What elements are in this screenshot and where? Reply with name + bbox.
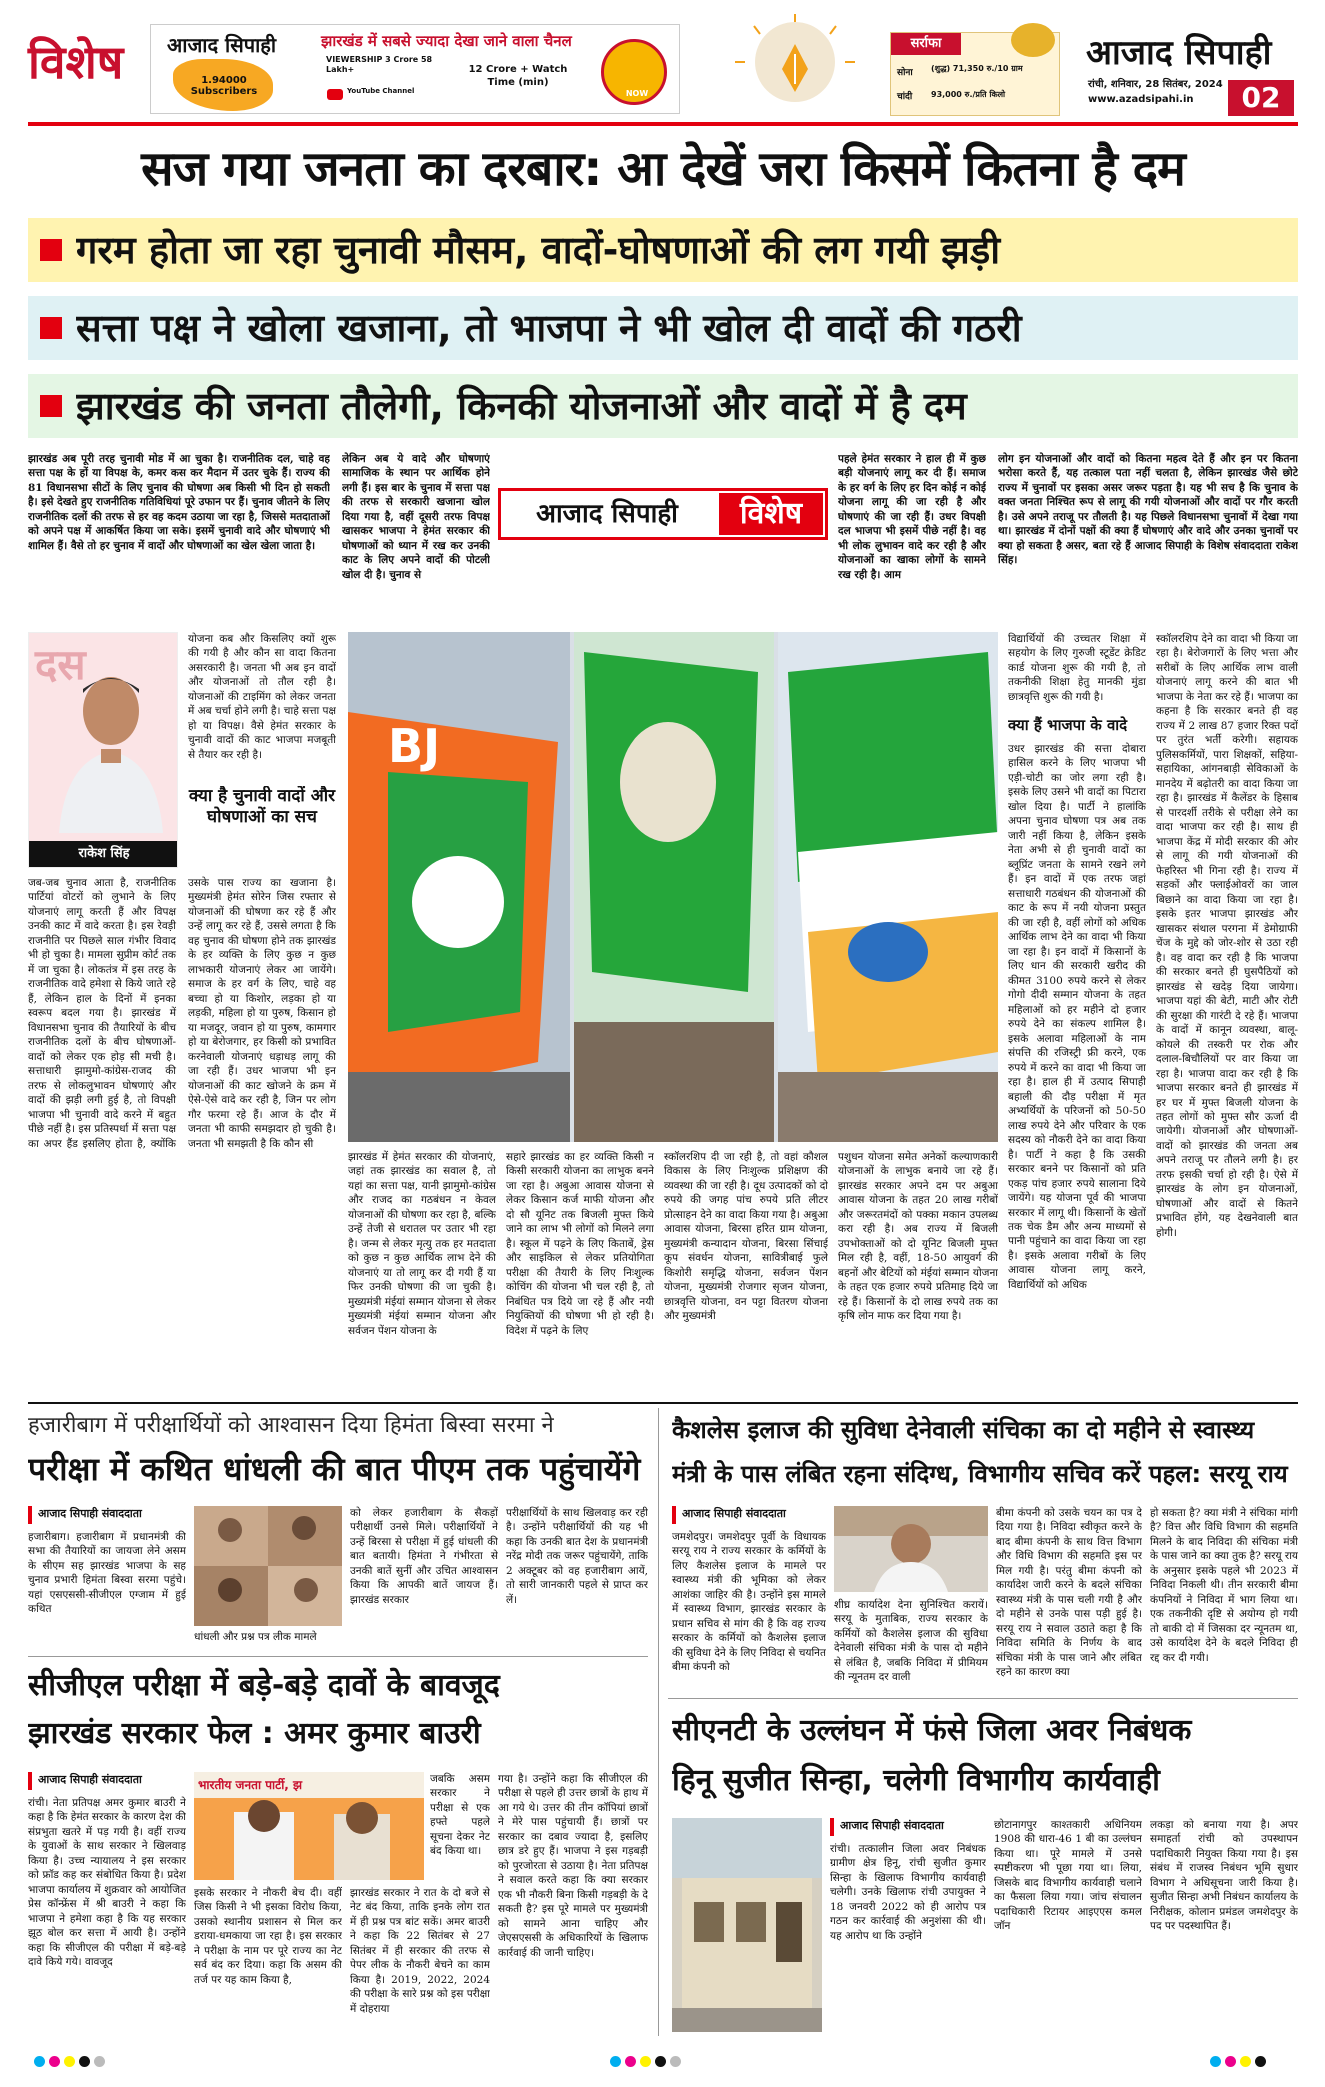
registry-office-photo — [672, 1818, 822, 2032]
ad-viewership: VIEWERSHIP 3 Crore 58 Lakh+ — [326, 55, 433, 75]
special-badge — [498, 488, 828, 540]
cgl-photo — [194, 1772, 424, 1880]
badge-section: विशेष — [719, 493, 823, 535]
reporter-caption: राकेश सिंह — [29, 841, 178, 867]
subheadline-2: सत्ता पक्ष ने खोला खजाना, तो भाजपा ने भी खोल दी वादों की गठरी — [76, 306, 1022, 350]
youtube-icon — [327, 89, 343, 100]
ad-tagline: झारखंड में सबसे ज्यादा देखा जाने वाला चैनल — [321, 32, 572, 50]
health-headline-line-1: कैशलेस इलाज की सुविधा देनेवाली संचिका का दो महीने से स्वास्थ्य — [672, 1416, 1255, 1444]
exam-headline: परीक्षा में कथित धांधली की बात पीएम तक पहुंचायेंगे — [28, 1450, 641, 1488]
sarafa-silver-label: चांदी — [897, 92, 913, 102]
subheadline-1: गरम होता जा रहा चुनावी मौसम, वादों-घोषणाओं की लग गयी झड़ी — [76, 228, 1001, 272]
cgl-col-2a: जबकि असम सरकार ने परीक्षा से एक हफ्ते पहले सूचना देकर नेट बंद किया था। — [430, 1773, 490, 1858]
col7-body-text: स्कॉलरशिप देने का वादा भी किया जा रहा है। बेरोजगारों के लिए भत्ता और सरीबों के लिए आर्थिक लाभ वाली योजनाएं लागू करने की बात भी भाजपा के नेता कर रहे हैं। भाजपा का कहना है कि सरकार बनते ही वह राज्य में 2 लाख 87 हजार रिक्त पदों पर तुरंत भर्ती करेगी। सहायक पुलिसकर्मियों, पारा शिक्षकों, सहिया-सहायिका, आंगनबाड़ी सेविकाओं के मानदेय में बढ़ोतरी का वादा किया जा रहा है। झारखंड में कैलेंडर के हिसाब से पारदर्शी तरीके से परीक्षा लेने का वादा भाजपा कर रही है। साथ ही भाजपा केंद्र में मोदी सरकार की ओर से लागू की गयी योजनाओं की फेहरिस्त भी गिना रही है। राज्य में सड़कों और फ्लाईओवरों का जाल बिछाने का वादा किया जा रहा है। इसके इतर भाजपा झारखंड और खासकर संथाल परगना में डेमोग्राफी चेंज के मुद्दे को जोर-शोर से उठा रही है। वह वादा कर रही है कि भाजपा की सरकार बनते ही घुसपैठियों को झारखंड से खदेड़ दिया जायेगा। भाजपा यहां की बेटी, माटी और रोटी की सुरक्षा की गारंटी दे रहे हैं। भाजपा के वादों में कानून व्यवस्था, बालू-कोयले की तस्करी पर रोक और दलाल-बिचौलियों पर वार किया जा रहा है। भाजपा वादा कर रही है कि भाजपा सरकार बनते ही झारखंड में हर घर में मुफ्त बिजली योजना के तहत लोगों को मुफ्त सौर ऊर्जा दी जायेगी। योजनाओं और घोषणाओं-वादों को झारखंड की जनता अब अपने तराजू पर तौलने लगी है। हर तरफ इसकी चर्चा हो रही है। ऐसे में झारखंड के लोग इन योजनाओं, घोषणाओं और वादों से कितने प्रभावित होंगे, यह देखनेवाली बात होगी। — [1156, 633, 1298, 1239]
cnt-col-1: रांची। तत्कालीन जिला अवर निबंधक ग्रामीण क्षेत्र हिनू, रांची सुजीत कुमार सिन्हा के खिलाफ विभागीय कार्यवाही चलेगी। उनके खिलाफ रांची उपायुक्त ने 18 जनवरी 2022 को ही आरोप पत्र गठन कर कार्रवाई की अनुशंसा की थी। यह आरोप था कि उन्होंने — [830, 1843, 986, 1942]
intro-col-3: पहले हेमंत सरकार ने हाल ही में कुछ बड़ी योजनाएं लागू कर दी हैं। समाज के हर वर्ग के लिए हर दिन कोई न कोई योजना लागू की जा रही है और घोषणाएं की जा रही हैं। उधर विपक्षी दल भाजपा भी इसमें पीछे नहीं है। वह भी लोक लुभावन वादे कर रही है और योजनाओं का खाका लोगों के सामने रख रही है। आम — [838, 453, 986, 581]
health-col-3: बीमा कंपनी को उसके चयन का पत्र दे दिया गया है। निविदा स्वीकृत करने के बाद बीमा कंपनी के साथ वित्त विभाग और विधि विभाग की सहमति इस पर मिल गयी है। परंतु बीमा कंपनी को कार्यादेश जारी करने के बदले संचिका स्वास्थ्य मंत्री के पास चली गयी है और दो महीने से उनके पास पड़ी हुई है। सरयू राय ने सवाल उठाते कहा है कि निविदा समिति के निर्णय के बाद संचिका मंत्री के पास जाने और लंबित रहने का कारण क्या — [996, 1507, 1142, 1679]
cgl-byline: आजाद सिपाही संवाददाता — [28, 1772, 188, 1790]
subheadline-row-1 — [28, 218, 1298, 282]
exam-col-2: को लेकर हजारीबाग के सैकड़ों परीक्षार्थी उनसे मिले। परीक्षार्थियों ने उन्हें बिरसा से परीक्षा में हुई धांधली की बात बतायी। हिमंता ने गंभीरता से उनकी बातें सुनीं और उचित आश्वासन किया कि आपकी बातें जायज हैं। झारखंड सरकार — [350, 1507, 498, 1606]
channel-ad — [150, 24, 680, 114]
intro-col-1: झारखंड अब पूरी तरह चुनावी मोड में आ चुका है। राजनीतिक दल, चाहे वह सत्ता पक्ष के हों या विपक्ष के, कमर कस कर मैदान में उतर चुके हैं। राज्य की 81 विधानसभा सीटों के लिए चुनाव की घोषणा अब किसी भी दिन हो सकती है। इसे देखते हुए राजनीतिक गतिविधियां पूरे उफान पर हैं। चुनाव जीतने के लिए राजनीतिक दलों की तरफ से हर वह कदम उठाया जा रहा है, जिससे मतदाताओं को अपने पक्ष में आकर्षित किया जा सके। इसमें चुनावी वादे और घोषणाएं भी शामिल हैं। वैसे तो हर चुनाव में वादों और घोषणाओं का खेल खेला जाता है। — [28, 453, 330, 552]
cnt-headline-line-1: सीएनटी के उल्लंघन में फंसे जिला अवर निबंधक — [672, 1713, 1192, 1748]
col6-body-text: उधर झारखंड की सत्ता दोबारा हासिल करने के लिए भाजपा भी एड़ी-चोटी का जोर लगा रही है। इसके लिए उसने भी वादों का पिटारा खोल दिया है। पार्टी ने हालांकि अपना चुनाव घोषणा पत्र अब तक जारी नहीं किया है, लेकिन इसके नेता अभी से ही चुनावी वादों का ब्लूप्रिंट जनता के सामने रखने लगे हैं। इन वादों में एक तरफ जहां सत्ताधारी गठबंधन की योजनाओं की काट के रूप में नयी योजना प्रस्तुत की जा रही है, वहीं लोगों को अधिक आर्थिक लाभ देने का वादा भी किया जा रहा है। इन वादों में किसानों के लिए धान की सरकारी खरीद की कीमत 3100 रुपये करने से लेकर गोगो दीदी सम्मान योजना के तहत महिलाओं को हर महीने दो हजार रुपये देने का संकल्प शामिल है। इसके अलावा महिलाओं के नाम संपत्ति की रजिस्ट्री फ्री करने, एक रुपये में करने का वादा भी किया जा रहा है। हाल ही में उत्पाद सिपाही बहाली की दौड़ परीक्षा में मृत अभ्यर्थियों के परिजनों को 50-50 लाख रुपये देने और परिवार के एक सदस्य को नौकरी देने का वादा किया है। पार्टी ने कहा है कि उसकी सरकार बनने पर किसानों को प्रति एकड़ पांच हजार रुपये सालाना दिये जायेंगे। यह योजना पूर्व की भाजपा सरकार में लागू थी। किसानों के खेतों तक चेक डैम और अन्य माध्यमों से पानी पहुंचाने का वादा किया जा रहा है। इसके अलावा गरीबों के लिए आवास योजना लागू करने, विद्यार्थियों को अधिक — [1008, 743, 1146, 1291]
subhead-promises-truth: क्या है चुनावी वादों और घोषणाओं का सच — [188, 786, 336, 828]
exam-photo-caption: धांधली और प्रश्न पत्र लीक मामले — [194, 1631, 317, 1643]
registration-dots-left — [34, 2052, 154, 2066]
gold-coins-icon — [1011, 23, 1055, 57]
subheadline-3: झारखंड की जनता तौलेगी, किनकी योजनाओं और वादों में है दम — [76, 384, 967, 428]
health-headline-line-2: मंत्री के पास लंबित रहना संदिग्ध, विभागीय सचिव करें पहल: सरयू राय — [672, 1460, 1288, 1488]
sarafa-gold-label: सोना — [897, 68, 913, 78]
main-headline: सज गया जनता का दरबार: आ देखें जरा किसमें कितना है दम — [141, 141, 1185, 197]
exam-col-1: हजारीबाग। हजारीबाग में प्रधानमंत्री की सभा की तैयारियों का जायजा लेने असम के सीएम सह झारखंड भाजपा के सह चुनाव प्रभारी हिमंता बिस्वा सरमा पहुंचे। यहां एसएससी-सीजीएल एग्जाम में हुई कथित — [28, 1531, 186, 1616]
reporter-photo — [28, 632, 178, 868]
bullet-square-icon — [40, 317, 62, 339]
svg-text:BJ: BJ — [388, 719, 441, 773]
subheadline-row-3 — [28, 374, 1298, 438]
section-divider — [28, 1402, 1298, 1404]
rally-flags-photo — [348, 632, 998, 1142]
exam-byline: आजाद सिपाही संवाददाता — [28, 1506, 188, 1524]
cnt-col-2: छोटानागपुर काश्तकारी अधिनियम 1908 की धारा-46 1 बी का उल्लंघन किया था। पूरे मामले में उनसे स्पष्टीकरण भी पूछा गया था। लिया, जिसके बाद विभागीय कार्यवाही चलाने का फैसला लिया गया। जांच संचालन पदाधिकारी रिटायर आइएएस कमल जॉन — [994, 1819, 1142, 1933]
masthead-divider — [28, 122, 1298, 126]
health-col-4: हो सकता है? क्या मंत्री ने संचिका मांगी है? वित्त और विधि विभाग की सहमति मिलने के बाद निविदा की संचिका मंत्री के पास जाने का क्या तुक है? सरयू राय के अनुसार इसके पहले भी 2023 में निविदा निकली थी। तीन सरकारी बीमा कंपनियों ने निविदा में भाग लिया था। एक तकनीकी दृष्टि से अयोग्य हो गयी तो बाकी दो में जिसका दर न्यूनतम था, उसे कार्यादेश देने के बदले निविदा ही रद्द कर दी गयी। — [1150, 1507, 1298, 1664]
col1-body-text: जब-जब चुनाव आता है, राजनीतिक पार्टियां वोटरों को लुभाने के लिए योजनाएं लागू करती हैं और विपक्ष उनकी काट में वादे करता है। इस रेवड़ी राजनीति पर पिछले साल गंभीर विवाद भी हो चुका है। मामला सुप्रीम कोर्ट तक में जा चुका है। लोकतंत्र में इस तरह के राजनीतिक वादे हमेशा से किये जाते रहे हैं, लेकिन हाल के दिनों में इनका स्वरूप बदल गया है। झारखंड में विधानसभा चुनाव की तैयारियों के बीच राजनीतिक दलों के बीच घोषणाओं-वादों को लेकर एक होड़ सी मची है। सत्ताधारी झामुमो-कांग्रेस-राजद की तरफ से लोकलुभावन घोषणाएं और वादों की झड़ी लगी हुई है, तो विपक्षी भाजपा भी चुनावी वादे करने में बहुत पीछे नहीं है। इस प्रतिस्पर्धा में सत्ता पक्ष का अपर हैंड इसलिए होता है, क्योंकि उसके पास राज्य का खजाना है। मुख्यमंत्री हेमंत सोरेन जिस रफ्तार से योजनाओं की घोषणा कर रहे हैं और उन्हें लागू कर रहे हैं, उससे लगता है कि वह चुनाव की घोषणा होने तक झारखंड के हर व्यक्ति के लिए कुछ न कुछ लाभकारी योजनाएं लेकर आ जायेंगे। समाज के हर वर्ग के लिए, चाहे वह बच्चा हो या किशोर, लड़का हो या लड़की, महिला हो या पुरुष, किसान हो या मजदूर, जवान हो या पुरुष, कामगार हो या बेरोजगार, हर किसी को प्रभावित करनेवाली योजनाएं धड़ाधड़ लागू की जा रही हैं। उधर भाजपा भी इन योजनाओं की काट खोजने के क्रम में ऐसे-ऐसे वादे कर रही है, जिन पर लोग गौर फरमा रहे हैं। आज के दौर में जनता भी काफी समझदार हो चुकी है। जनता भी समझती है कि कौन सी — [28, 877, 336, 1150]
cgl-col-3: झारखंड सरकार ने रात के दो बजे से नेट बंद किया, ताकि इनके लोग रात में ही प्रश्न पत्र बांट सकें। अमर बाउरी ने कहा कि 22 सितंबर से 27 सितंबर में ही सरकार की तरफ से पेपर लीक के नौकरी बेचने का काम किया है। 2019, 2022, 2024 की परीक्षा के सारे प्रश्न को इस परीक्षा में दोहराया — [350, 1887, 490, 2015]
col2-body-text: झारखंड में हेमंत सरकार की योजनाएं, जहां तक झारखंड का सवाल है, तो यहां का सत्ता पक्ष, यानी झामुमो-कांग्रेस और राजद का गठबंधन न केवल योजनाओं की घोषणा कर रहा है, बल्कि उन्हें तेजी से धरातल पर उतार भी रहा है। जन्म से लेकर मृत्यु तक हर मतदाता को कुछ न कुछ आर्थिक लाभ देने की योजनाएं या तो लागू कर दी गयी हैं या फिर उनकी घोषणा की जा चुकी है। मुख्यमंत्री मंईयां सम्मान योजना से लेकर मुख्यमंत्री मंईयां सम्मान योजना और सर्वजन पेंशन योजना के — [348, 1151, 496, 1337]
page-number: 02 — [1228, 80, 1294, 116]
col3-body-text: सहारे झारखंड का हर व्यक्ति किसी न किसी सरकारी योजना का लाभुक बनने जा रहा है। अबुआ आवास योजना से लेकर किसान कर्ज माफी योजना और दो सौ यूनिट तक बिजली मुफ्त किये जाने का लाभ भी लोगों को मिलने लगा है। स्कूल में पढ़ने के लिए किताबें, ड्रेस और साइकिल से लेकर प्रतियोगिता परीक्षा की तैयारी के लिए निःशुल्क कोचिंग की योजना भी चल रही है, तो निबंधित पत्र दिये जा रहे हैं और नयी नियुक्तियों की घोषणा भी हो रही है। विदेश में पढ़ने के लिए — [506, 1151, 654, 1337]
cgl-col-2: इसके सरकार ने नौकरी बेच दी। वहीं जिस किसी ने भी इसका विरोध किया, उसको स्थानीय प्रशासन से मिल कर डराया-धमकाया जा रहा है। इस सरकार ने परीक्षा के नाम पर पूरे राज्य का नेट सर्व बंद कर दिया। कहा कि असम की तर्ज पर यह काम किया है, — [194, 1887, 342, 1986]
cgl-col-4: गया है। उन्होंने कहा कि सीजीएल की परीक्षा से पहले ही उत्तर छात्रों के हाथ में आ गये थे। उत्तर की तीन कॉपियां छात्रों ने मेरे पास पहुंचायी हैं। छात्रों पर सरकार का दबाव ज्यादा है, इसलिए छात्र डरे हुए हैं। भाजपा ने इस गड़बड़ी को पुरजोरता से उठाया है। नेता प्रतिपक्ष ने सवाल करते कहा कि क्या सरकार एक भी नौकरी बिना किसी गड़बड़ी के दे सकती है? इस पूरे मामले पर मुख्यमंत्री को सामने आना चाहिए और जेएसएससी के अधिकारियों के खिलाफ कार्रवाई की जानी चाहिए। — [498, 1773, 648, 1959]
subheadline-row-2 — [28, 296, 1298, 360]
cgl-col-1: रांची। नेता प्रतिपक्ष अमर कुमार बाउरी ने कहा है कि हेमंत सरकार के कारण देश की संप्रभुता खतरे में पड़ गयी है। वहीं राज्य के युवाओं के साथ सरकार ने खिलवाड़ किया है। उच्च न्यायालय ने इस सरकार को फ्रॉड कह कर संबोधित किया है। प्रदेश भाजपा कार्यालय में शुक्रवार को आयोजित प्रेस कॉन्फ्रेंस में श्री बाउरी ने कहा कि भाजपा ने हमेशा कहा है कि यह सरकार झूठ बोल कर सत्ता में आयी है। उन्होंने कहा कि सीजीएल की परीक्षा में बड़े-बड़े दावे किये गये। वावजूद — [28, 1797, 186, 1969]
cgl-headline-line-1: सीजीएल परीक्षा में बड़े-बड़े दावों के बावजूद — [28, 1668, 500, 1703]
subhead-bjp-promises: क्या हैं भाजपा के वादे — [1008, 716, 1128, 734]
paper-name: आजाद सिपाही — [1086, 33, 1272, 73]
sarafa-gold-value: (शुद्ध) 71,350 रु./10 ग्राम — [931, 64, 1023, 73]
bullet-square-icon — [40, 239, 62, 261]
dateline: रांची, शनिवार, 28 सितंबर, 2024 — [1088, 79, 1223, 90]
cgl-headline-line-2: झारखंड सरकार फेल : अमर कुमार बाउरी — [28, 1716, 481, 1751]
col6-top-text: विद्यार्थियों की उच्चतर शिक्षा में सहयोग के लिए गुरुजी स्टूडेंट क्रेडिट कार्ड योजना शुरू की गयी है, तो तकनीकी शिक्षा हेतु मानकी मुंडा छात्रवृत्ति शुरू की गयी है। — [1008, 633, 1146, 703]
health-col-1: जमशेदपुर। जमशेदपुर पूर्वी के विधायक सरयू राय ने राज्य सरकार के कर्मियों के लिए कैशलेस इलाज के मामले पर स्वास्थ्य मंत्री की भूमिका को लेकर आशंका जाहिर की है। उन्होंने इस मामले में स्वास्थ्य विभाग, झारखंड सरकार के प्रधान सचिव से मांग की है कि वह राज्य सरकार के कर्मियों को कैशलेस इलाज की सुविधा देने के लिए निविदा से चयनित बीमा कंपनी को — [672, 1531, 826, 1674]
col1-top-text: योजना कब और किसलिए क्यों शुरू की गयी है और कौन सा वादा कितना असरकारी है। जनता भी अब इन वादों और योजनाओं तो तौल रही है। योजनाओं की टाइमिंग को लेकर जनता में अब चर्चा होने लगी है। चाहे सत्ता पक्ष हो या विपक्ष। वैसे हेमंत सरकार के चुनावी वादों की काट भाजपा मजबूती से तैयार कर रही है। — [188, 633, 336, 761]
exam-photo — [194, 1506, 342, 1626]
svg-text:दस: दस — [35, 640, 86, 689]
vertical-divider — [658, 1408, 659, 2036]
health-byline: आजाद सिपाही संवाददाता — [672, 1506, 832, 1524]
cnt-headline-line-2: हिनू सुजीत सिन्हा, चलेगी विभागीय कार्यवाही — [672, 1763, 1160, 1798]
cgl-divider — [28, 1656, 648, 1657]
ad-youtube: YouTube Channel — [347, 87, 415, 95]
col4-body-text: स्कॉलरशिप दी जा रही है, तो वहां कौशल विकास के लिए निःशुल्क प्रशिक्षण की व्यवस्था की जा रही है। दूध उत्पादकों को दो रुपये की जगह पांच रुपये प्रति लीटर प्रोत्साहन देने का वादा किया गया है। अबुआ आवास योजना, बिरसा हरित ग्राम योजना, मुख्यमंत्री कन्यादान योजना, बिरसा सिंचाई कूप संवर्धन योजना, सावित्रीबाई फुले किशोरी समृद्धि योजना, सर्वजन पेंशन योजना, मुख्यमंत्री रोजगार सृजन योजना, छात्रवृत्ति योजना, वन पट्टा वितरण योजना और मुख्यमंत्री — [664, 1151, 828, 1323]
badge-paper-name: आजाद सिपाही — [536, 499, 678, 529]
section-label: विशेष — [28, 35, 124, 89]
saryu-roy-photo — [834, 1506, 988, 1592]
pen-nib-emblem-icon — [720, 14, 870, 110]
cnt-col-3: लकड़ा को बनाया गया है। अपर समाहर्ता रांची को उपस्थापन पदाधिकारी नियुक्त किया गया है। इस संबंध में राजस्व निबंधन भूमि सुधार विभाग ने अधिसूचना जारी किया है। सुजीत सिन्हा अभी निबंधन कार्यालय के निरीक्षक, कोलान प्रमंडल जमशेदपुर के पद पर पदस्थापित हैं। — [1150, 1819, 1298, 1933]
sarafa-box — [890, 32, 1060, 116]
col5-body-text: पशुधन योजना समेत अनेकों कल्याणकारी योजनाओं के लाभुक बनाये जा रहे हैं। झारखंड सरकार अपने दम पर अबुआ आवास योजना के तहत 20 लाख गरीबों और जरूरतमंदों को पक्का मकान उपलब्ध करा रही है। अब राज्य में बिजली उपभोक्ताओं को दो यूनिट बिजली मुफ्त मिल रही है, वहीं, 18-50 आयुवर्ग की बहनों और बेटियों को मंईयां सम्मान योजना के तहत एक हजार रुपये प्रतिमाह दिये जा रहे हैं। किसानों के दो लाख रुपये तक का कृषि लोन माफ कर दिया गया है। — [838, 1151, 998, 1323]
registration-dots-center — [610, 2052, 730, 2066]
cnt-divider — [668, 1698, 1298, 1699]
cgl-photo-banner: भारतीय जनता पार्टी, झ — [198, 1778, 303, 1792]
bullet-square-icon — [40, 395, 62, 417]
masthead — [0, 0, 1325, 124]
health-col-2: शीघ्र कार्यादेश देना सुनिश्चित करायें। सरयू के मुताबिक, राज्य सरकार के कर्मियों को कैशलेस इलाज की सुविधा देनेवाली संचिका मंत्री के पास दो महीने से लंबित है, जबकि निविदा में प्रीमियम की न्यूनतम दर वाली — [834, 1599, 988, 1684]
ad-brand: आजाद सिपाही — [167, 33, 277, 57]
ad-subscribers: 1.94000 Subscribers — [190, 75, 258, 97]
ad-watch-time: 12 Crore + Watch Time (min) — [468, 64, 568, 88]
exam-col-3: परीक्षार्थियों के साथ खिलवाड़ कर रही है। उन्होंने परीक्षार्थियों की यह भी कहा कि उनकी बात देश के प्रधानमंत्री नरेंद्र मोदी तक जरूर पहुंचायेंगे, ताकि 2 अक्टूबर को वह हजारीबाग आयें, तो सारी जानकारी पहले से प्राप्त कर लें। — [506, 1507, 648, 1606]
website: www.azadsipahi.in — [1088, 94, 1194, 105]
exam-kicker: हजारीबाग में परीक्षार्थियों को आश्वासन दिया हिमंता बिस्वा सरमा ने — [28, 1413, 554, 1438]
intro-col-2: लेकिन अब ये वादे और घोषणाएं सामाजिक के स्थान पर आर्थिक होने लगी हैं। इस बार के चुनाव में सत्ता पक्ष की तरफ से सरकारी खजाना खोल दिया गया है, वहीं दूसरी तरफ विपक्ष खासकर भाजपा ने हेमंत सरकार की घोषणाओं को ध्यान में रख कर उनकी काट के लिए अपने वादों की पोटली खोल दी है। चुनाव से — [342, 453, 490, 581]
ad-now: NOW — [625, 89, 649, 98]
sarafa-silver-value: 93,000 रु./प्रति किलो — [931, 90, 1006, 99]
intro-col-4: लोग इन योजनाओं और वादों को कितना महत्व देते हैं और इन पर कितना भरोसा करते हैं, यह तत्काल पता नहीं चलता है, लेकिन झारखंड जैसे छोटे राज्य में चुनावों पर इसका असर जरूर पड़ता है। यह भी सच है कि चुनाव के वक्त जनता निश्चित रूप से लागू की गयी योजनाओं और वादों पर गौर करती है। उसे अपने तराजू पर तौलती है। यह पिछले विधानसभा चुनावों में देखा गया था। झारखंड में दोनों पक्षों की क्या हैं घोषणाएं और वादे और उनका चुनावों पर क्या हो सकता है असर, बता रहे हैं आजाद सिपाही के विशेष संवाददाता राकेश सिंह। — [998, 453, 1298, 567]
sarafa-title: सर्राफा — [891, 33, 961, 55]
registration-dots-right — [1210, 2052, 1310, 2066]
cnt-byline: आजाद सिपाही संवाददाता — [830, 1818, 986, 1836]
